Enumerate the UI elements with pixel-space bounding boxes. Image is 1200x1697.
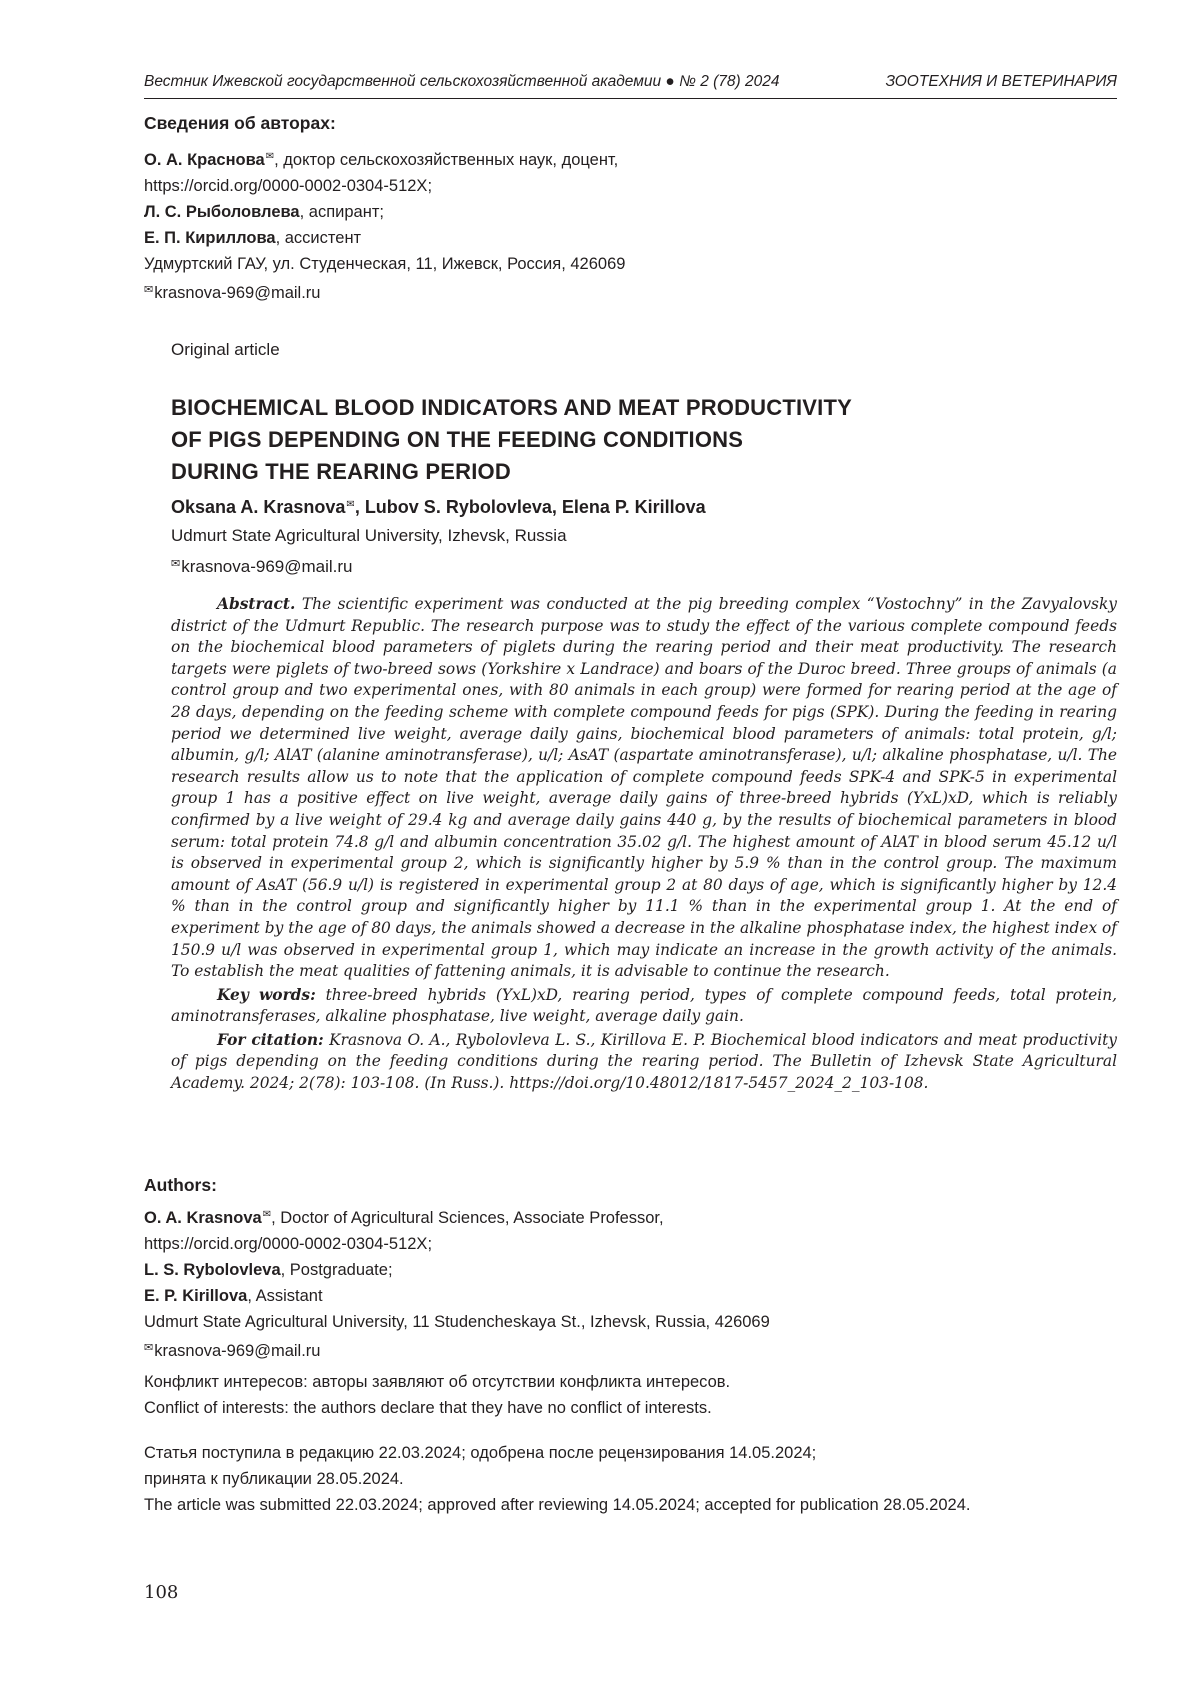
- en-author-info: [144, 1172, 1117, 1364]
- en-author-2-desc: , Postgraduate;: [280, 1261, 393, 1279]
- keywords-paragraph: [171, 985, 1117, 1028]
- ru-address: Удмуртский ГАУ, ул. Студенческая, 11, Ижевск, Россия, 426069: [144, 255, 626, 273]
- ru-email-line: [144, 277, 1117, 306]
- abstract-paragraph: [171, 594, 1117, 983]
- title-line: OF PIGS DEPENDING ON THE FEEDING CONDITIONS: [171, 427, 744, 452]
- title-line: DURING THE REARING PERIOD: [171, 459, 511, 484]
- conflict-ru: Конфликт интересов: авторы заявляют об отсутствии конфликта интересов.: [144, 1373, 731, 1391]
- citation-paragraph: [171, 1030, 1117, 1095]
- ru-author-3-desc: , ассистент: [275, 229, 362, 247]
- en-email-line: [144, 1335, 1117, 1364]
- abstract-block: [171, 594, 1117, 1095]
- article-title: [171, 392, 1117, 488]
- article-dates: [144, 1440, 1117, 1518]
- envelope-icon: ✉: [144, 1342, 154, 1354]
- section-name: ЗООТЕХНИЯ И ВЕТЕРИНАРИЯ: [885, 73, 1117, 90]
- citation-label: For citation:: [217, 1030, 324, 1049]
- ru-author-2-name: Л. С. Рыболовлева: [144, 203, 300, 221]
- ru-author-3-name: Е. П. Кириллова: [144, 229, 276, 247]
- en-author-1: [144, 1202, 1117, 1231]
- keywords-label: Key words:: [217, 985, 316, 1004]
- envelope-icon: ✉: [265, 151, 275, 162]
- abstract-text: The scientific experiment was conducted at the pig breeding complex “Vostochny” in the Zavyalovsky district of the Udmurt Republic. The research purpose was to study the effect of the various complete compound feeds on the biochemical blood parameters of piglets during the rearing period and their meat productivity. The research targets were piglets of two-breed sows (Yorkshire x Landrace) and boars of the Duroc breed. Three groups of animals (a control group and two experimental ones, with 80 animals in each group) were formed for rearing period at the age of 28 days, depending on the feeding scheme with complete compound feeds for pigs (SPK). During the feeding in rearing period we determined live weight, average daily gains, biochemical blood parameters of animals: total protein, g/l; albumin, g/l; AlAT (alanine aminotransferase), u/l; AsAT (aspartate aminotransferase), u/l; alkaline phosphatase, u/l. The research results allow us to note that the application of complete compound feeds SPK-4 and SPK-5 in experimental group 1 has a positive effect on live weight, average daily gains of three-breed hybrids (YxL)xD, which is reliably confirmed by a live weight of 29.4 kg and average daily gains 440 g, by the results of biochemical parameters in blood serum: total protein 74.8 g/l and albumin concentration 35.02 g/l. The highest amount of AlAT in blood serum 45.12 u/l is observed in experimental group 2, which is significantly higher by 5.9 % than in the control group. The maximum amount of AsAT (56.9 u/l) is registered in experimental group 2 at 80 days of age, which is significantly higher by 12.4 % than in the control group and significantly higher by 11.1 % than in the experimental group 1. At the end of experiment by the age of 80 days, the animals showed a decrease in the alkaline phosphatase index, the highest index of 150.9 u/l was observed in experimental group 1, which may indicate an increase in the growth activity of the animals. To establish the meat qualities of fattening animals, it is advisable to continue the research.: [171, 595, 1117, 981]
- envelope-icon: ✉: [144, 284, 154, 296]
- en-author-1-orcid[interactable]: https://orcid.org/0000-0002-0304-512X;: [144, 1235, 433, 1253]
- en-author-2: [144, 1257, 1117, 1283]
- keywords-text: three-breed hybrids (YxL)xD, rearing period, types of complete compound feeds, total protein, aminotransferases, alkaline phosphatase, live weight, average daily gain.: [171, 985, 1117, 1026]
- ru-authors-heading: Сведения об авторах:: [144, 113, 336, 133]
- envelope-icon: ✉: [171, 558, 181, 570]
- ru-author-info: [144, 110, 1117, 306]
- article-authors: [171, 497, 1117, 518]
- envelope-icon: ✉: [262, 1209, 272, 1220]
- article-email-line: [171, 550, 1117, 581]
- abstract-label: Abstract.: [217, 595, 296, 613]
- en-email[interactable]: krasnova-969@mail.ru: [154, 1342, 321, 1360]
- conflict-statement: [144, 1369, 1117, 1421]
- ru-author-1-desc: , доктор сельскохозяйственных наук, доцент,: [274, 151, 619, 169]
- ru-author-2-desc: , аспирант;: [299, 203, 384, 221]
- journal-name: Вестник Ижевской государственной сельскохозяйственной академии ● № 2 (78) 2024: [144, 73, 780, 90]
- ru-author-1: [144, 144, 1117, 173]
- author-1: Oksana A. Krasnova: [171, 497, 346, 517]
- authors-rest: , Lubov S. Rybolovleva, Elena P. Kirillova: [354, 497, 706, 517]
- article-email[interactable]: krasnova-969@mail.ru: [181, 557, 353, 576]
- en-address: Udmurt State Agricultural University, 11 Studencheskaya St., Izhevsk, Russia, 426069: [144, 1313, 770, 1331]
- running-header: [144, 68, 1117, 99]
- article-affiliation: Udmurt State Agricultural University, Izhevsk, Russia: [171, 526, 567, 545]
- en-author-1-name: O. A. Krasnova: [144, 1209, 262, 1227]
- en-author-1-desc: , Doctor of Agricultural Sciences, Associate Professor,: [271, 1209, 664, 1227]
- dates-ru-2: принята к публикации 28.05.2024.: [144, 1470, 404, 1488]
- title-line: BIOCHEMICAL BLOOD INDICATORS AND MEAT PRODUCTIVITY: [171, 395, 852, 420]
- en-author-2-name: L. S. Rybolovleva: [144, 1261, 281, 1279]
- ru-author-3: [144, 225, 1117, 251]
- en-author-3-desc: , Assistant: [247, 1287, 323, 1305]
- en-author-3-name: E. P. Kirillova: [144, 1287, 248, 1305]
- citation-text: Krasnova O. A., Rybolovleva L. S., Kirillova E. P. Biochemical blood indicators and meat productivity of pigs depending on the feeding conditions during the rearing period. The Bulletin of Izhevsk State Agricultural Academy. 2024; 2(78): 103-108. (In Russ.). https://doi.org/10.48012/1817-5457_2024_2_103-108.: [171, 1030, 1117, 1093]
- en-author-3: [144, 1283, 1117, 1309]
- dates-ru-1: Статья поступила в редакцию 22.03.2024; одобрена после рецензирования 14.05.2024;: [144, 1444, 817, 1462]
- conflict-en: Conflict of interests: the authors declare that they have no conflict of interests.: [144, 1399, 712, 1417]
- dates-en: The article was submitted 22.03.2024; approved after reviewing 14.05.2024; accepted for publication 28.05.2024.: [144, 1496, 971, 1514]
- ru-author-2: [144, 199, 1117, 225]
- en-authors-heading: Authors:: [144, 1175, 217, 1195]
- envelope-icon: ✉: [346, 499, 355, 510]
- article-type: Original article: [171, 340, 280, 359]
- ru-author-1-orcid[interactable]: https://orcid.org/0000-0002-0304-512X;: [144, 177, 433, 195]
- ru-author-1-name: О. А. Краснова: [144, 151, 265, 169]
- page-number: 108: [144, 1582, 179, 1603]
- ru-email[interactable]: krasnova-969@mail.ru: [154, 284, 321, 302]
